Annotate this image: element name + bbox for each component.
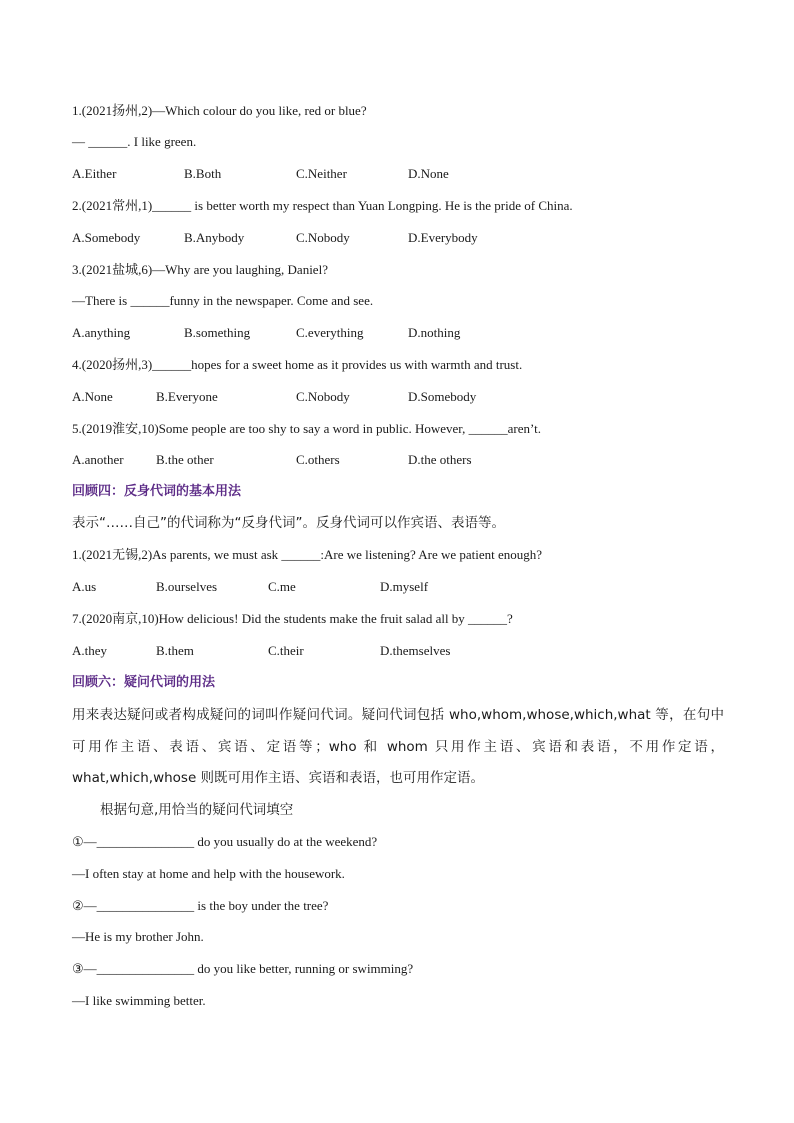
q4-stem: 4.(2020扬州,3)______hopes for a sweet home as it provides us with warmth and trust. [72, 357, 523, 372]
q7-option-a: A.they [72, 643, 108, 658]
q1-stem: 1.(2021扬州,2)—Which colour do you like, red or blue? [72, 103, 367, 118]
q6-option-d: D.myself [380, 579, 429, 594]
fill-marker-3: ③ [72, 961, 84, 976]
q2-option-c: C.Nobody [296, 230, 350, 245]
q3-option-a: A.anything [72, 325, 131, 340]
q7-option-d: D.themselves [380, 643, 451, 658]
fill-answer-1: —I often stay at home and help with the housework. [72, 866, 345, 881]
q3-option-b: B.something [184, 325, 251, 340]
q3-option-c: C.everything [296, 325, 364, 340]
q6-option-a: A.us [72, 579, 97, 594]
q2-option-a: A.Somebody [72, 230, 141, 245]
q3-stem: 3.(2021盐城,6)—Why are you laughing, Daniel? [72, 262, 328, 277]
q5-option-b: B.the other [156, 452, 214, 467]
section-6-description: 用来表达疑问或者构成疑问的词叫作疑问代词。疑问代词包括 who,whom,whose,which,what 等，在句中可用作主语、表语、宾语、定语等；who 和 whom 只用作主语、宾语和表语，不用作定语，what,which,whose 则既可用作主语、宾语和表语，也可用作定语。 [72, 707, 724, 786]
q1-option-a: A.Either [72, 166, 117, 181]
fill-question-1: —_______________ do you usually do at the weekend? [83, 834, 378, 849]
fill-marker-2: ② [72, 898, 84, 913]
fill-question-3: —_______________ do you like better, running or swimming? [83, 961, 414, 976]
q5-option-d: D.the others [408, 452, 472, 467]
q2-option-b: B.Anybody [184, 230, 245, 245]
q2-stem: 2.(2021常州,1)______ is better worth my respect than Yuan Longping. He is the pride of China. [72, 198, 573, 213]
q4-option-b: B.Everyone [156, 389, 218, 404]
q6-option-c: C.me [268, 579, 296, 594]
q3-option-d: D.nothing [408, 325, 461, 340]
q3-reply: —There is ______funny in the newspaper. Come and see. [72, 293, 374, 308]
q7-stem: 7.(2020南京,10)How delicious! Did the students make the fruit salad all by ______? [72, 611, 513, 626]
q6-stem: 1.(2021无锡,2)As parents, we must ask ______:Are we listening? Are we patient enough? [72, 547, 543, 562]
fill-item-2 [72, 897, 328, 915]
fill-answer-3: —I like swimming better. [72, 993, 206, 1008]
section-6-heading: 回顾六：疑问代词的用法 [72, 675, 216, 690]
q1-option-b: B.Both [184, 166, 222, 181]
section-4-description: 表示“……自己”的代词称为“反身代词”。反身代词可以作宾语、表语等。 [72, 515, 505, 531]
fill-item-3 [72, 960, 413, 978]
q4-option-a: A.None [72, 389, 113, 404]
q1-reply: — ______. I like green. [72, 134, 197, 149]
q5-option-c: C.others [296, 452, 340, 467]
q4-option-d: D.Somebody [408, 389, 477, 404]
q4-option-c: C.Nobody [296, 389, 350, 404]
q6-option-b: B.ourselves [156, 579, 218, 594]
q2-option-d: D.Everybody [408, 230, 478, 245]
fill-item-1 [72, 833, 377, 851]
q7-option-b: B.them [156, 643, 194, 658]
fill-answer-2: —He is my brother John. [72, 929, 204, 944]
q1-option-c: C.Neither [296, 166, 347, 181]
fill-instruction: 根据句意,用恰当的疑问代词填空 [100, 802, 294, 818]
section-4-heading: 回顾四：反身代词的基本用法 [72, 484, 242, 499]
q1-option-d: D.None [408, 166, 449, 181]
q7-option-c: C.their [268, 643, 304, 658]
q5-option-a: A.another [72, 452, 124, 467]
q5-stem: 5.(2019淮安,10)Some people are too shy to say a word in public. However, ______aren’t. [72, 421, 541, 436]
fill-marker-1: ① [72, 834, 84, 849]
fill-question-2: —_______________ is the boy under the tree? [83, 898, 329, 913]
